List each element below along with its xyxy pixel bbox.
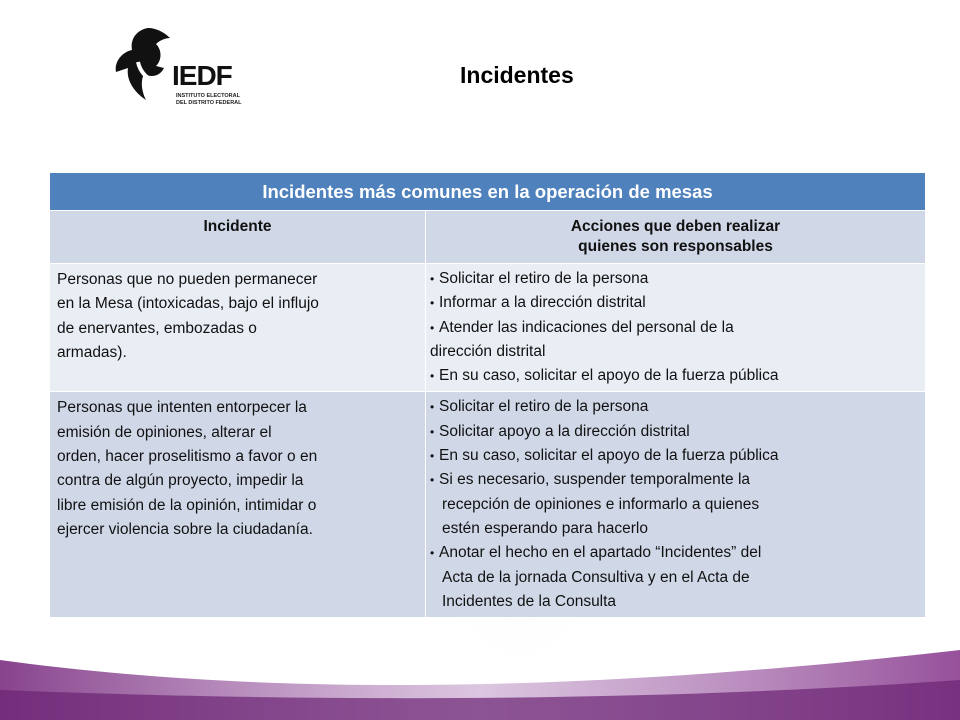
bullet-icon: • xyxy=(430,320,435,335)
bullet-icon: • xyxy=(430,400,435,415)
action-item: • Atender las indicaciones del personal de la xyxy=(430,316,921,340)
incident-cell: Personas que no pueden permanecer en la Mesa (intoxicadas, bajo el influjo de enervantes, embozadas o armadas). xyxy=(50,264,426,392)
table-row xyxy=(50,264,926,392)
bullet-icon: • xyxy=(430,473,435,488)
action-item-continuation: estén esperando para hacerlo xyxy=(442,519,648,537)
incidents-table xyxy=(49,172,926,618)
action-item-continuation: Incidentes de la Consulta xyxy=(442,592,617,610)
iedf-logo xyxy=(108,22,243,106)
action-item-continuation: Acta de la jornada Consultiva y en el Acta de xyxy=(442,568,750,586)
action-item: • Anotar el hecho en el apartado “Incidentes” del xyxy=(430,541,921,565)
actions-cell xyxy=(426,392,926,618)
table-caption: Incidentes más comunes en la operación de mesas xyxy=(50,173,926,211)
bullet-icon: • xyxy=(430,449,435,464)
slide-title: Incidentes xyxy=(460,62,574,88)
action-item: • En su caso, solicitar el apoyo de la fuerza pública xyxy=(430,444,921,468)
table-row xyxy=(50,392,926,618)
bullet-icon: • xyxy=(430,272,435,286)
bullet-icon: • xyxy=(430,546,435,561)
column-header-incident: Incidente xyxy=(50,211,426,264)
action-item: • Solicitar el retiro de la persona xyxy=(430,267,921,291)
column-header-actions: Acciones que deben realizar quienes son responsables xyxy=(426,211,926,264)
logo-subtitle: INSTITUTO ELECTORAL DEL DISTRITO FEDERAL xyxy=(176,93,242,106)
logo-wordmark: IEDF xyxy=(172,60,232,91)
bullet-icon: • xyxy=(430,424,435,439)
action-item: • Solicitar apoyo a la dirección distrital xyxy=(430,420,921,444)
incident-cell: Personas que intenten entorpecer la emisión de opiniones, alterar el orden, hacer proselitismo a favor o en contra de algún proyecto, impedir la libre emisión de la opinión, intimidar o ejercer violencia sobre la ciudadanía. xyxy=(50,392,426,618)
action-item-continuation: recepción de opiniones e informarlo a quienes xyxy=(442,495,760,513)
bullet-icon: • xyxy=(430,369,435,384)
action-item: • Solicitar el retiro de la persona xyxy=(430,395,921,419)
action-item: • Informar a la dirección distrital xyxy=(430,291,921,315)
action-item-continuation: dirección distrital xyxy=(430,342,546,360)
actions-cell xyxy=(426,264,926,392)
bullet-icon: • xyxy=(430,296,435,311)
action-item: • En su caso, solicitar el apoyo de la fuerza pública xyxy=(430,364,921,388)
action-item: • Si es necesario, suspender temporalmente la xyxy=(430,468,921,492)
